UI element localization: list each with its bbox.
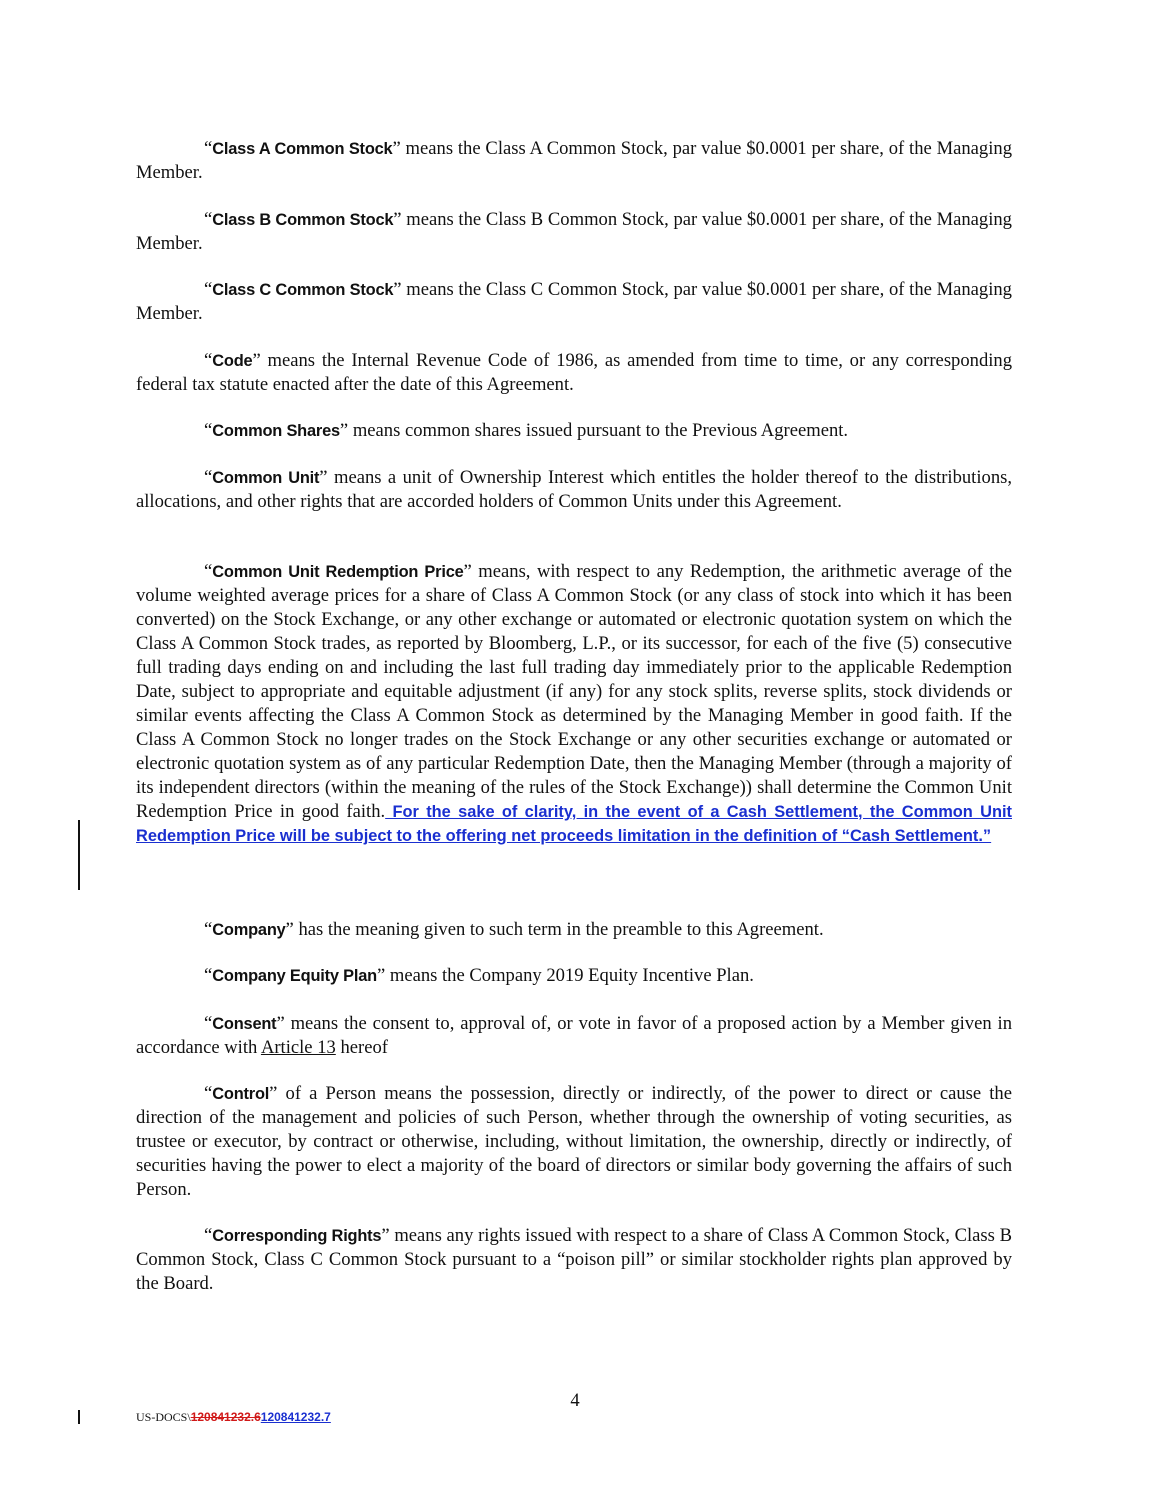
definition-class-b-common-stock: “Class B Common Stock” means the Class B Common Stock, par value $0.0001 per share, of the Managing Member. [136,209,1012,254]
defined-term: Class A Common Stock [212,140,393,158]
inserted-revision-text: For the sake of clarity, in the event of a Cash Settlement, the Common Unit Redemption Price will be subject to the offering net proceeds limitation in the definition of “Cash Settlement.” [136,803,1012,845]
deleted-doc-id: 120841232.6 [190,1410,261,1424]
definition-company: “Company” has the meaning given to such term in the preamble to this Agreement. [204,919,824,940]
revision-change-bar [78,820,80,890]
defined-term: Control [212,1085,270,1103]
defined-term: Consent [212,1015,277,1033]
document-id-footer: US-DOCS\120841232.6120841232.7 [136,1410,331,1424]
definition-common-unit: “Common Unit” means a unit of Ownership Interest which entitles the holder thereof to the distributions, allocations, and other rights that are accorded holders of Common Units under this Agreement. [136,467,1012,512]
defined-term: Common Unit [212,469,320,487]
inserted-doc-id: 120841232.7 [260,1410,331,1424]
defined-term: Common Unit Redemption Price [212,563,464,581]
definition-class-a-common-stock: “Class A Common Stock” means the Class A Common Stock, par value $0.0001 per share, of the Managing Member. [136,138,1012,183]
page-number: 4 [570,1390,580,1411]
definition-corresponding-rights: “Corresponding Rights” means any rights issued with respect to a share of Class A Common Stock, Class B Common Stock, Class C Common Stock pursuant to a “poison pill” or similar stockholder rights plan approved by the Board. [136,1225,1012,1294]
definition-consent: “Consent” means the consent to, approval of, or vote in favor of a proposed action by a Member given in accordance with Article 13 hereof [136,1013,1012,1058]
defined-term: Class C Common Stock [212,281,394,299]
defined-term: Company [212,921,286,939]
defined-term: Corresponding Rights [212,1227,382,1245]
defined-term: Common Shares [212,422,340,440]
defined-term: Company Equity Plan [212,967,377,985]
definition-code: “Code” means the Internal Revenue Code of 1986, as amended from time to time, or any corresponding federal tax statute enacted after the date of this Agreement. [136,350,1012,395]
definition-control: “Control” of a Person means the possession, directly or indirectly, of the power to direct or cause the direction of the management and policies of such Person, whether through the ownership of voting securities, as trustee or executor, by contract or otherwise, including, without limitation, the ownership, directly or indirectly, of securities having the power to elect a majority of the board of directors or similar body governing the affairs of such Person. [136,1083,1012,1200]
defined-term: Code [212,352,253,370]
definition-company-equity-plan: “Company Equity Plan” means the Company 2019 Equity Incentive Plan. [204,965,754,986]
defined-term: Class B Common Stock [212,211,394,229]
footer-change-bar [78,1410,80,1424]
definition-common-unit-redemption-price: “Common Unit Redemption Price” means, with respect to any Redemption, the arithmetic average of the volume weighted average prices for a share of Class A Common Stock (or any class of stock into which it has been converted) on the Stock Exchange, or any other exchange or automated or electronic quotation system on which the Class A Common Stock trades, as reported by Bloomberg, L.P., or its successor, for each of the five (5) consecutive full trading days ending on and including the last full trading day immediately prior to the applicable Redemption Date, subject to appropriate and equitable adjustment (if any) for any stock splits, reverse splits, stock dividends or similar events affecting the Class A Common Stock as determined by the Managing Member in good faith. If the Class A Common Stock no longer trades on the Stock Exchange or any other securities exchange or automated or electronic quotation system as of any particular Redemption Date, then the Managing Member (through a majority of its independent directors (within the meaning of the rules of the Stock Exchange)) shall determine the Common Unit Redemption Price in good faith. For the sake of clarity, in the event of a Cash Settlement, the Common Unit Redemption Price will be subject to the offering net proceeds limitation in the definition of “Cash Settlement.” [136,561,1012,845]
article-13-link[interactable]: Article 13 [260,1037,336,1058]
definition-common-shares: “Common Shares” means common shares issued pursuant to the Previous Agreement. [204,420,849,441]
definition-class-c-common-stock: “Class C Common Stock” means the Class C Common Stock, par value $0.0001 per share, of the Managing Member. [136,279,1012,324]
